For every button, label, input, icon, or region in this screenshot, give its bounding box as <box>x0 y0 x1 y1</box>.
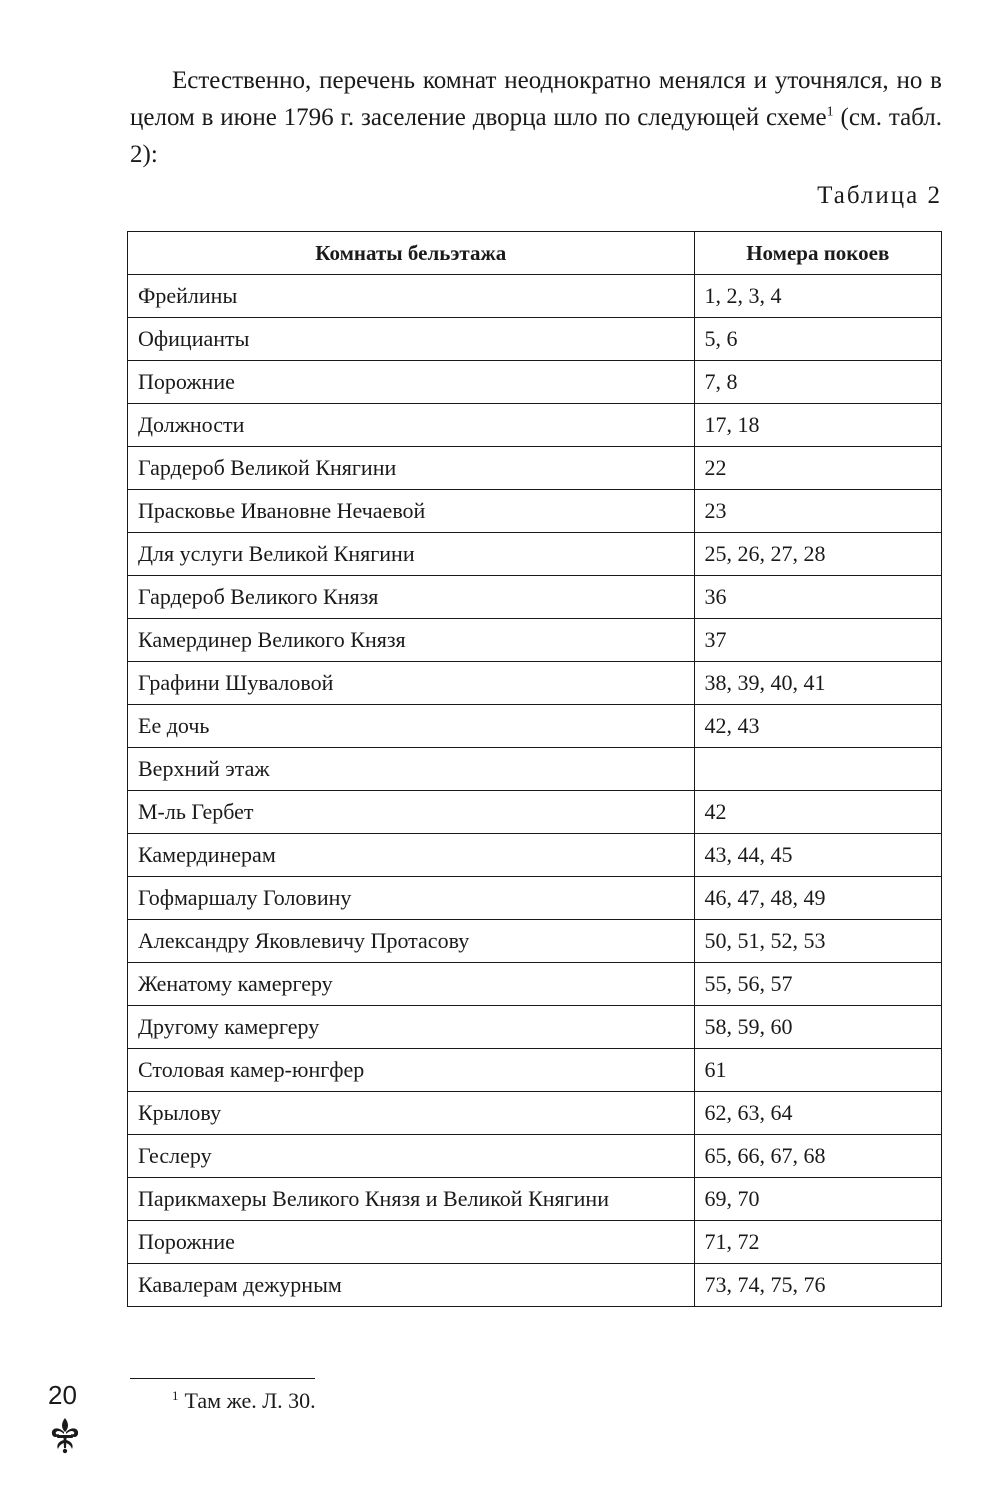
table-row <box>128 275 942 318</box>
numbers-cell: 73, 74, 75, 76 <box>694 1264 941 1307</box>
table-caption: Таблица 2 <box>817 182 942 209</box>
intro-text-end: (см. табл. 2): <box>130 104 942 168</box>
page-number: 20 <box>48 1380 77 1410</box>
room-cell: Столовая камер-юнгфер <box>128 1049 695 1092</box>
numbers-cell: 7, 8 <box>694 361 941 404</box>
room-cell: Порожние <box>128 361 695 404</box>
numbers-cell: 42 <box>694 791 941 834</box>
numbers-cell <box>694 748 941 791</box>
numbers-cell: 25, 26, 27, 28 <box>694 533 941 576</box>
numbers-cell: 1, 2, 3, 4 <box>694 275 941 318</box>
table-row <box>128 1178 942 1221</box>
table-row <box>128 1135 942 1178</box>
room-cell: Гофмаршалу Головину <box>128 877 695 920</box>
table-row <box>128 490 942 533</box>
intro-paragraph <box>130 62 942 173</box>
numbers-cell: 5, 6 <box>694 318 941 361</box>
footnote-divider <box>130 1378 315 1379</box>
room-cell: Для услуги Великой Княгини <box>128 533 695 576</box>
table-row <box>128 318 942 361</box>
numbers-cell: 62, 63, 64 <box>694 1092 941 1135</box>
table-row <box>128 576 942 619</box>
room-cell: М-ль Гербет <box>128 791 695 834</box>
numbers-cell: 46, 47, 48, 49 <box>694 877 941 920</box>
footnote <box>172 1388 316 1414</box>
table-row <box>128 662 942 705</box>
table-row <box>128 619 942 662</box>
table-row <box>128 920 942 963</box>
numbers-cell: 65, 66, 67, 68 <box>694 1135 941 1178</box>
table-row <box>128 877 942 920</box>
numbers-cell: 37 <box>694 619 941 662</box>
room-cell: Графини Шуваловой <box>128 662 695 705</box>
table-row <box>128 361 942 404</box>
table-row <box>128 705 942 748</box>
table-header-row <box>128 232 942 275</box>
room-cell: Кавалерам дежурным <box>128 1264 695 1307</box>
room-cell: Верхний этаж <box>128 748 695 791</box>
room-cell: Крылову <box>128 1092 695 1135</box>
room-cell: Парикмахеры Великого Князя и Великой Княгини <box>128 1178 695 1221</box>
table-row <box>128 447 942 490</box>
room-cell: Фрейлины <box>128 275 695 318</box>
table-row <box>128 404 942 447</box>
room-cell: Прасковье Ивановне Нечаевой <box>128 490 695 533</box>
numbers-cell: 22 <box>694 447 941 490</box>
table-row <box>128 1264 942 1307</box>
rooms-table <box>127 231 942 1307</box>
room-cell: Официанты <box>128 318 695 361</box>
room-cell: Камердинер Великого Князя <box>128 619 695 662</box>
room-cell: Порожние <box>128 1221 695 1264</box>
room-cell: Геслеру <box>128 1135 695 1178</box>
numbers-cell: 36 <box>694 576 941 619</box>
numbers-cell: 17, 18 <box>694 404 941 447</box>
room-cell: Гардероб Великой Княгини <box>128 447 695 490</box>
numbers-cell: 42, 43 <box>694 705 941 748</box>
numbers-cell: 58, 59, 60 <box>694 1006 941 1049</box>
numbers-cell: 69, 70 <box>694 1178 941 1221</box>
numbers-cell: 43, 44, 45 <box>694 834 941 877</box>
room-cell: Ее дочь <box>128 705 695 748</box>
header-numbers: Номера покоев <box>694 232 941 275</box>
numbers-cell: 71, 72 <box>694 1221 941 1264</box>
table-row <box>128 1006 942 1049</box>
footnote-mark: 1 <box>172 1387 179 1403</box>
numbers-cell: 50, 51, 52, 53 <box>694 920 941 963</box>
room-cell: Александру Яковлевичу Протасову <box>128 920 695 963</box>
fleur-ornament-icon <box>48 1416 82 1454</box>
room-cell: Другому камергеру <box>128 1006 695 1049</box>
table-row <box>128 1049 942 1092</box>
table-row <box>128 748 942 791</box>
intro-text: Естественно, перечень комнат неоднократно менялся и уточнялся, но в целом в июне 1796 г. заселение дворца шло по следующей схеме <box>130 67 942 131</box>
table-row <box>128 1092 942 1135</box>
room-cell: Гардероб Великого Князя <box>128 576 695 619</box>
footnote-text: Там же. Л. 30. <box>184 1388 316 1413</box>
table-row <box>128 533 942 576</box>
numbers-cell: 38, 39, 40, 41 <box>694 662 941 705</box>
numbers-cell: 23 <box>694 490 941 533</box>
numbers-cell: 55, 56, 57 <box>694 963 941 1006</box>
header-rooms: Комнаты бельэтажа <box>128 232 695 275</box>
table-row <box>128 834 942 877</box>
table-row <box>128 1221 942 1264</box>
numbers-cell: 61 <box>694 1049 941 1092</box>
table-row <box>128 963 942 1006</box>
room-cell: Должности <box>128 404 695 447</box>
table-row <box>128 791 942 834</box>
room-cell: Камердинерам <box>128 834 695 877</box>
footnote-reference[interactable]: 1 <box>826 104 834 120</box>
room-cell: Женатому камергеру <box>128 963 695 1006</box>
